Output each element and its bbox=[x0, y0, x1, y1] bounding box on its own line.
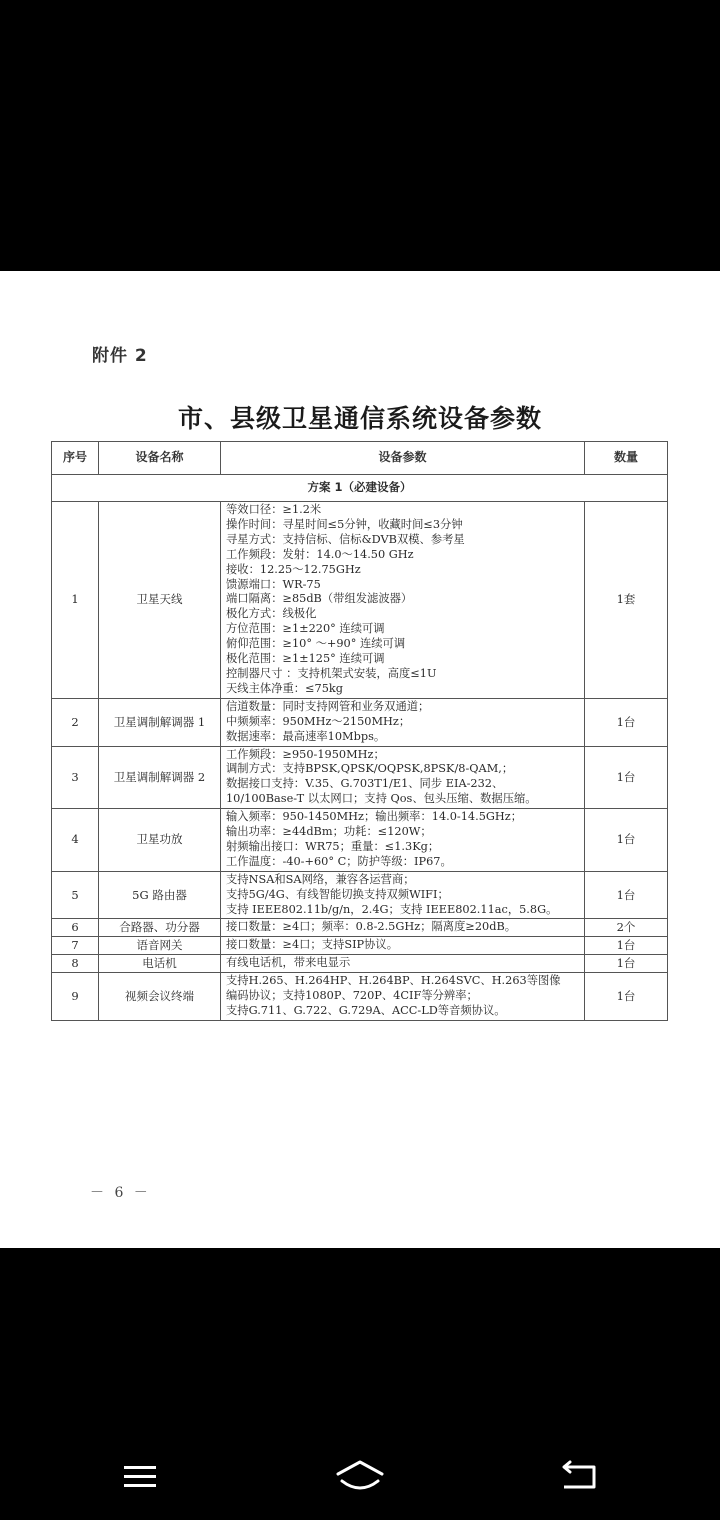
device-params bbox=[221, 502, 585, 699]
table-row bbox=[52, 955, 668, 973]
row-index: 7 bbox=[52, 937, 99, 955]
param-line: 端口隔离：≥85dB（带组发滤波器） bbox=[226, 592, 413, 606]
param-line: 接口数量：≥4口；支持SIP协议。 bbox=[226, 938, 399, 952]
param-line: 编码协议；支持1080P、720P、4CIF等分辨率； bbox=[226, 989, 478, 1003]
device-quantity: 1台 bbox=[585, 955, 668, 973]
device-name: 视频会议终端 bbox=[99, 973, 221, 1021]
attachment-label: 附件 2 bbox=[92, 346, 148, 366]
param-line: 等效口径：≥1.2米 bbox=[226, 503, 322, 516]
param-line: 极化方式：线极化 bbox=[226, 607, 317, 621]
device-quantity: 1台 bbox=[585, 746, 668, 809]
row-index: 8 bbox=[52, 955, 99, 973]
device-name: 卫星功放 bbox=[99, 809, 221, 872]
device-name: 电话机 bbox=[99, 955, 221, 973]
device-name: 卫星调制解调器 2 bbox=[99, 746, 221, 809]
device-params bbox=[221, 746, 585, 809]
back-icon bbox=[550, 1454, 610, 1498]
device-name: 语音网关 bbox=[99, 937, 221, 955]
row-index: 9 bbox=[52, 973, 99, 1021]
device-name: 卫星调制解调器 1 bbox=[99, 698, 221, 746]
param-line: 支持 IEEE802.11b/g/n，2.4G；支持 IEEE802.11ac，5.8G。 bbox=[226, 902, 558, 916]
device-params bbox=[221, 973, 585, 1021]
table-row bbox=[52, 871, 668, 919]
param-line: 输出功率：≥44dBm；功耗：≤120W； bbox=[226, 825, 432, 839]
header-index: 序号 bbox=[52, 442, 99, 475]
device-params bbox=[221, 919, 585, 937]
table-row bbox=[52, 973, 668, 1021]
device-params bbox=[221, 871, 585, 919]
param-line: 有线电话机，带来电显示 bbox=[226, 956, 351, 970]
param-line: 控制器尺寸 ：支持机架式安装，高度≤1U bbox=[226, 666, 437, 680]
scheme-row bbox=[52, 475, 668, 502]
device-name: 卫星天线 bbox=[99, 502, 221, 699]
param-line: 寻星方式：支持信标、信标&DVB双模、参考星 bbox=[226, 532, 465, 546]
table-row bbox=[52, 698, 668, 746]
menu-button[interactable] bbox=[110, 1454, 170, 1498]
header-params: 设备参数 bbox=[221, 442, 585, 475]
row-index: 3 bbox=[52, 746, 99, 809]
param-line: 工作频段：发射：14.0～14.50 GHz bbox=[226, 547, 414, 561]
device-quantity: 1套 bbox=[585, 502, 668, 699]
device-quantity: 1台 bbox=[585, 937, 668, 955]
param-line: 10/100Base-T 以太网口；支持 Qos、包头压缩、数据压缩。 bbox=[226, 792, 537, 806]
param-line: 接收：12.25～12.75GHz bbox=[226, 562, 361, 576]
param-line: 支持G.711、G.722、G.729A、ACC-LD等音频协议。 bbox=[226, 1004, 506, 1017]
param-line: 操作时间：寻星时间≤5分钟，收藏时间≤3分钟 bbox=[226, 517, 463, 531]
param-line: 支持5G/4G、有线智能切换支持双频WIFI； bbox=[226, 887, 449, 901]
table-row bbox=[52, 746, 668, 809]
param-line: 极化范围：≥1±125° 连续可调 bbox=[226, 652, 385, 666]
home-button[interactable] bbox=[330, 1454, 390, 1498]
device-quantity: 1台 bbox=[585, 973, 668, 1021]
table-row bbox=[52, 937, 668, 955]
param-line: 射频输出接口：WR75；重量：≤1.3Kg； bbox=[226, 839, 440, 853]
param-line: 工作温度：-40-+60° C；防护等级：IP67。 bbox=[226, 854, 452, 868]
table-row bbox=[52, 919, 668, 937]
param-line: 馈源端口：WR-75 bbox=[226, 577, 321, 591]
navigation-bar bbox=[0, 1440, 720, 1520]
param-line: 中频频率：950MHz～2150MHz； bbox=[226, 714, 411, 728]
row-index: 1 bbox=[52, 502, 99, 699]
param-line: 方位范围：≥1±220° 连续可调 bbox=[226, 622, 385, 636]
home-icon bbox=[330, 1454, 390, 1498]
device-name: 5G 路由器 bbox=[99, 871, 221, 919]
device-quantity: 1台 bbox=[585, 698, 668, 746]
header-name: 设备名称 bbox=[99, 442, 221, 475]
device-params bbox=[221, 698, 585, 746]
device-name: 合路器、功分器 bbox=[99, 919, 221, 937]
table-row bbox=[52, 809, 668, 872]
table-row bbox=[52, 502, 668, 699]
device-quantity: 2个 bbox=[585, 919, 668, 937]
row-index: 5 bbox=[52, 871, 99, 919]
document-page bbox=[0, 271, 720, 1248]
param-line: 工作频段：≥950-1950MHz； bbox=[226, 747, 385, 761]
device-quantity: 1台 bbox=[585, 871, 668, 919]
param-line: 数据速率：最高速率10Mbps。 bbox=[226, 729, 386, 743]
param-line: 数据接口支持：V.35、G.703T1/E1、同步 EIA-232、 bbox=[226, 777, 504, 791]
row-index: 4 bbox=[52, 809, 99, 872]
param-line: 支持H.265、H.264HP、H.264BP、H.264SVC、H.263等图像 bbox=[226, 974, 561, 988]
spec-table bbox=[51, 441, 668, 1021]
param-line: 调制方式：支持BPSK,QPSK/OQPSK,8PSK/8-QAM,； bbox=[226, 762, 514, 776]
param-line: 天线主体净重：≤75kg bbox=[226, 681, 343, 695]
table-header-row bbox=[52, 442, 668, 475]
menu-icon bbox=[110, 1454, 170, 1498]
header-qty: 数量 bbox=[585, 442, 668, 475]
row-index: 6 bbox=[52, 919, 99, 937]
page-title: 市、县级卫星通信系统设备参数 bbox=[177, 404, 542, 433]
row-index: 2 bbox=[52, 698, 99, 746]
param-line: 接口数量：≥4口；频率：0.8-2.5GHz；隔离度≥20dB。 bbox=[226, 920, 517, 934]
param-line: 支持NSA和SA网络，兼容各运营商； bbox=[226, 872, 415, 886]
param-line: 俯仰范围：≥10° ～+90° 连续可调 bbox=[226, 637, 406, 651]
device-params bbox=[221, 809, 585, 872]
param-line: 输入频率：950-1450MHz；输出频率：14.0-14.5GHz； bbox=[226, 810, 523, 824]
back-button[interactable] bbox=[550, 1454, 610, 1498]
page-number: － 6 － bbox=[90, 1185, 151, 1201]
device-params bbox=[221, 955, 585, 973]
device-params bbox=[221, 937, 585, 955]
device-quantity: 1台 bbox=[585, 809, 668, 872]
param-line: 信道数量：同时支持网管和业务双通道； bbox=[226, 699, 430, 713]
scheme-label: 方案 1（必建设备） bbox=[52, 475, 668, 502]
